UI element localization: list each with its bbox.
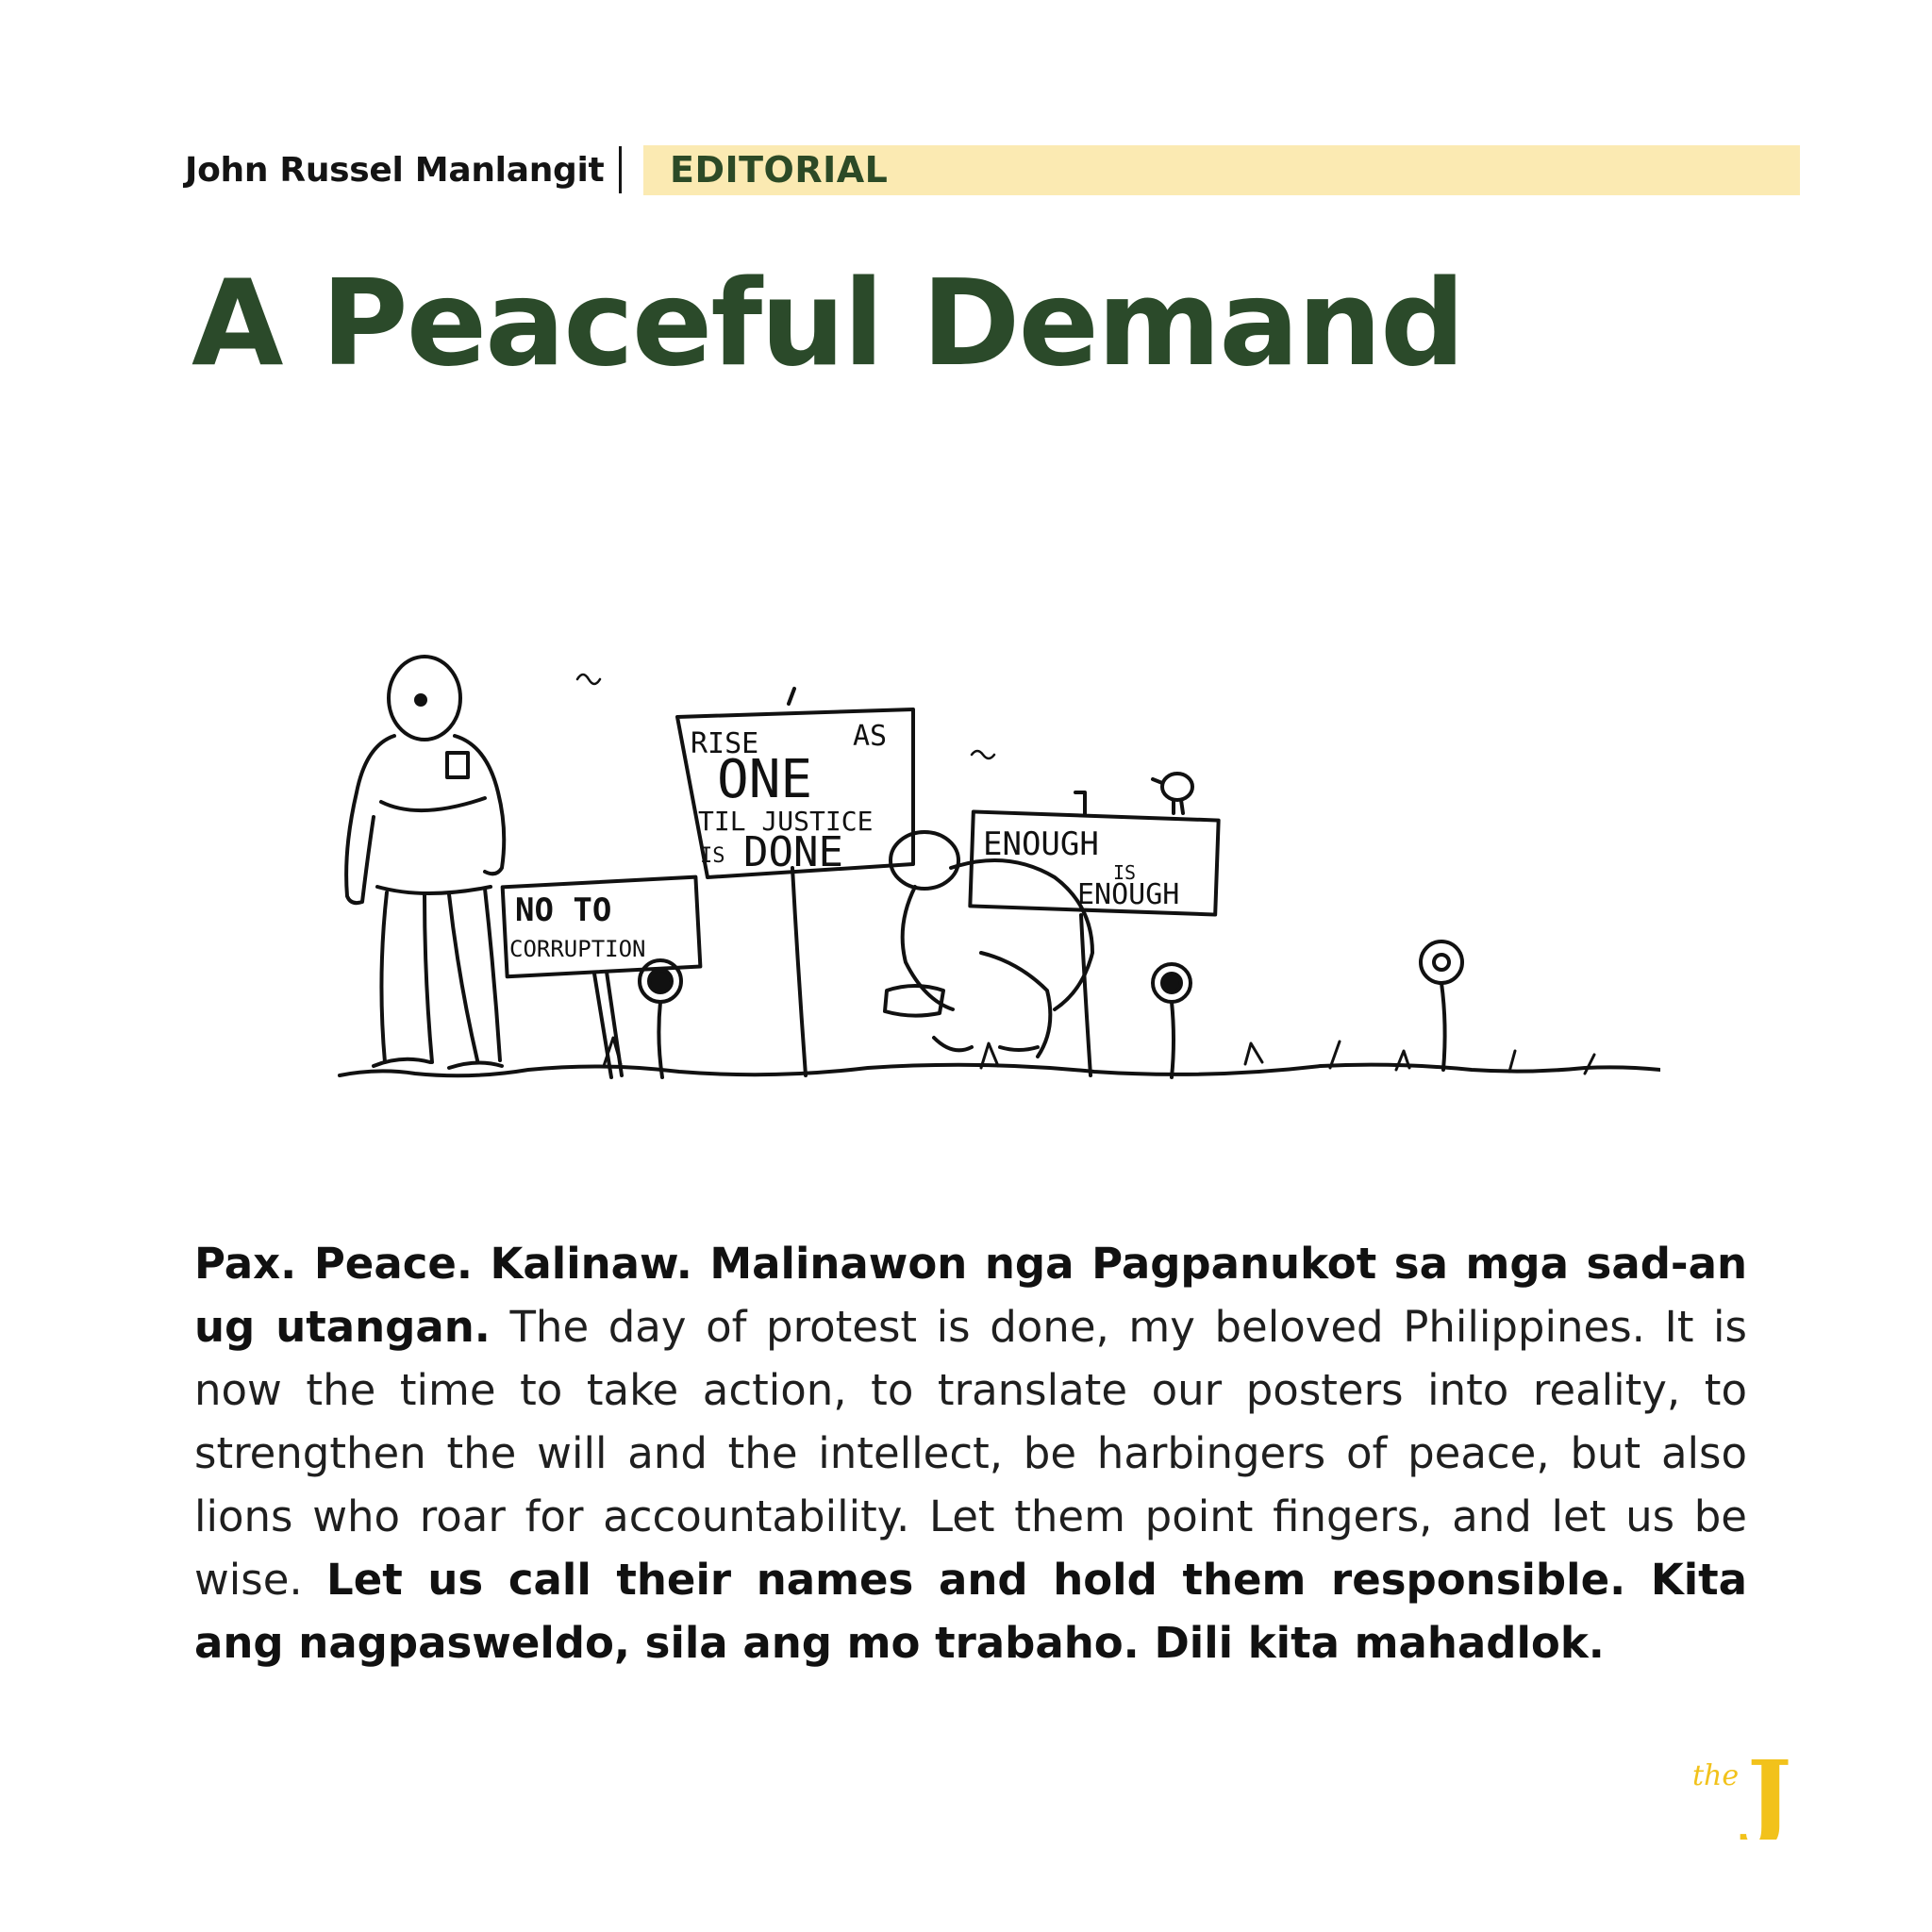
sign-2-line-4: TIL JUSTICE [698, 806, 874, 837]
sign-2-line-6: DONE [743, 828, 843, 876]
sign-1-line-1: NO TO [515, 891, 612, 929]
article-title: A Peaceful Demand [192, 254, 1464, 392]
flower-2 [1153, 964, 1191, 1077]
sign-2-line-1: RISE [691, 727, 759, 760]
publication-logo [1689, 1736, 1821, 1840]
article-body [194, 1232, 1747, 1674]
article-main-text: The day of protest is done, my beloved Philippines. It is now the time to take action, to translate our posters into reality, to strengthen the will and the intellect, be harbingers of peace, but also lions who roar for accountability. Let them point fingers, and let us be wise. [194, 1302, 1747, 1605]
crouching-figure [885, 832, 1092, 1057]
flower-3 [1421, 941, 1462, 1070]
byline [185, 143, 631, 196]
author-name: John Russel Manlangit [185, 150, 605, 190]
ground-line [340, 1065, 1660, 1076]
standing-figure [346, 657, 504, 1068]
logo-letter: J [1747, 1740, 1792, 1840]
sign-3-line-2: IS [1113, 861, 1137, 884]
sign-2-line-3: ONE [717, 749, 813, 810]
sign-rise-as-one [677, 689, 913, 1075]
sign-3-line-3: ENOUGH [1077, 878, 1180, 911]
article-lead: Pax. Peace. Kalinaw. Malinawon nga Pagpanukot sa mga sad-an ug utangan. [194, 1239, 1747, 1352]
sign-2-line-5: IS [700, 844, 725, 868]
sign-1-line-2: CORRUPTION [509, 936, 646, 962]
logo-text: the [1692, 1759, 1740, 1792]
sign-enough-is-enough [970, 774, 1218, 1075]
sign-2-line-2: AS [853, 720, 888, 753]
editorial-cartoon [283, 641, 1660, 1132]
flower-1 [640, 960, 681, 1077]
section-label: EDITORIAL [670, 149, 889, 191]
sign-3-line-1: ENOUGH [983, 825, 1099, 863]
byline-divider [619, 146, 622, 193]
article-closing: Let us call their names and hold them responsible. Kita ang nagpasweldo, sila ang mo trabaho. Dili kita mahadlok. [194, 1555, 1747, 1668]
flies [577, 675, 994, 758]
